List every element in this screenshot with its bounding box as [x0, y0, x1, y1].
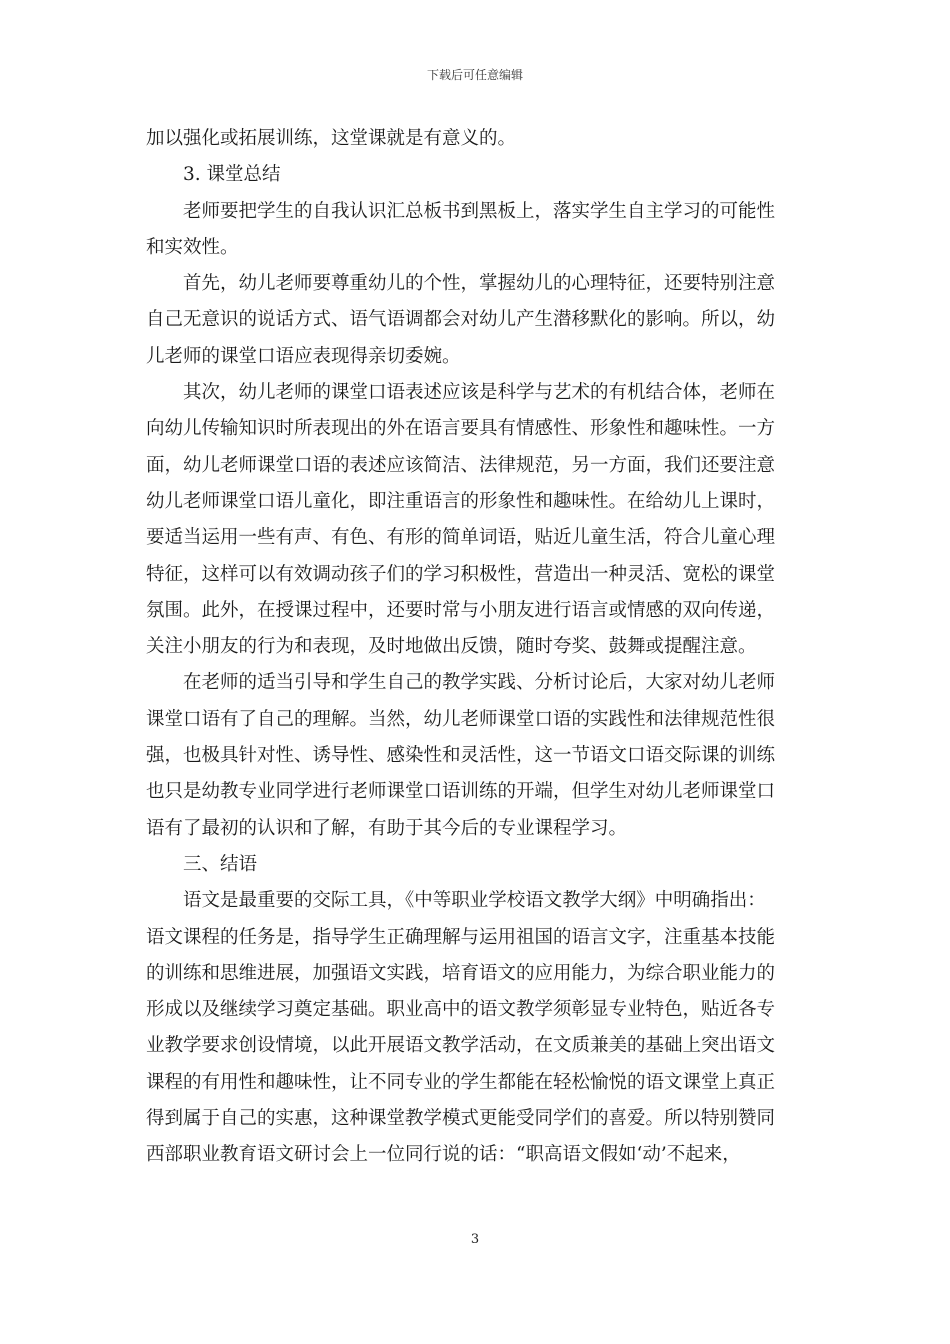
text-line: 西部职业教育语文研讨会上一位同行说的话：“职高语文假如‘动’不起来，: [146, 1144, 741, 1166]
text-line: 语文课程的任务是，指导学生正确理解与运用祖国的语言文字，注重基本技能: [146, 926, 776, 948]
text-line: 在老师的适当引导和学生自己的教学实践、分析讨论后，大家对幼儿老师: [183, 672, 776, 694]
text-line: 和实效性。: [146, 236, 239, 258]
text-line: 课程的有用性和趣味性，让不同专业的学生都能在轻松愉悦的语文课堂上真正: [146, 1071, 776, 1093]
text-line: 其次，幼儿老师的课堂口语表述应该是科学与艺术的有机结合体，老师在: [183, 382, 776, 404]
text-line: 3. 课堂总结: [183, 164, 281, 186]
text-line: 儿老师的课堂口语应表现得亲切委婉。: [146, 345, 461, 367]
text-line: 向幼儿传输知识时所表现出的外在语言要具有情感性、形象性和趣味性。一方: [146, 418, 776, 440]
text-line: 要适当运用一些有声、有色、有形的简单词语，贴近儿童生活，符合儿童心理: [146, 527, 776, 549]
text-line: 形成以及继续学习奠定基础。职业高中的语文教学须彰显专业特色，贴近各专: [146, 999, 776, 1021]
text-line: 自己无意识的说话方式、语气语调都会对幼儿产生潜移默化的影响。所以，幼: [146, 309, 776, 331]
text-line: 强，也极具针对性、诱导性、感染性和灵活性，这一节语文口语交际课的训练: [146, 745, 776, 767]
page-header: 下载后可任意编辑: [426, 68, 523, 82]
text-line: 首先，幼儿老师要尊重幼儿的个性，掌握幼儿的心理特征，还要特别注意: [183, 273, 776, 295]
body-text: [146, 121, 808, 1174]
text-line: 语有了最初的认识和了解，有助于其今后的专业课程学习。: [146, 817, 628, 839]
text-line: 面，幼儿老师课堂口语的表述应该简洁、法律规范，另一方面，我们还要注意: [146, 454, 776, 476]
text-line: 关注小朋友的行为和表现，及时地做出反馈，随时夸奖、鼓舞或提醒注意。: [146, 636, 757, 658]
text-line: 课堂口语有了自己的理解。当然，幼儿老师课堂口语的实践性和法律规范性很: [146, 708, 776, 730]
text-line: 业教学要求创设情境，以此开展语文教学活动，在文质兼美的基础上突出语文: [146, 1035, 776, 1057]
text-line: 幼儿老师课堂口语儿童化，即注重语言的形象性和趣味性。在给幼儿上课时，: [146, 490, 776, 512]
text-line: 的训练和思维进展，加强语文实践，培育语文的应用能力，为综合职业能力的: [146, 962, 776, 984]
text-line: 加以强化或拓展训练，这堂课就是有意义的。: [146, 128, 517, 149]
text-line: 老师要把学生的自我认识汇总板书到黑板上，落实学生自主学习的可能性: [183, 200, 776, 222]
text-line: 三、结语: [183, 853, 258, 875]
text-line: 特征，这样可以有效调动孩子们的学习积极性，营造出一种灵活、宽松的课堂: [146, 563, 776, 585]
text-line: 也只是幼教专业同学进行老师课堂口语训练的开端，但学生对幼儿老师课堂口: [146, 781, 776, 803]
page-number: 3: [470, 1232, 480, 1247]
text-line: 氛围。此外，在授课过程中，还要时常与小朋友进行语言或情感的双向传递，: [146, 599, 776, 621]
text-line: 得到属于自己的实惠，这种课堂教学模式更能受同学们的喜爱。所以特别赞同: [146, 1108, 776, 1130]
text-line: 语文是最重要的交际工具，《中等职业学校语文教学大纲》中明确指出：: [183, 890, 766, 912]
